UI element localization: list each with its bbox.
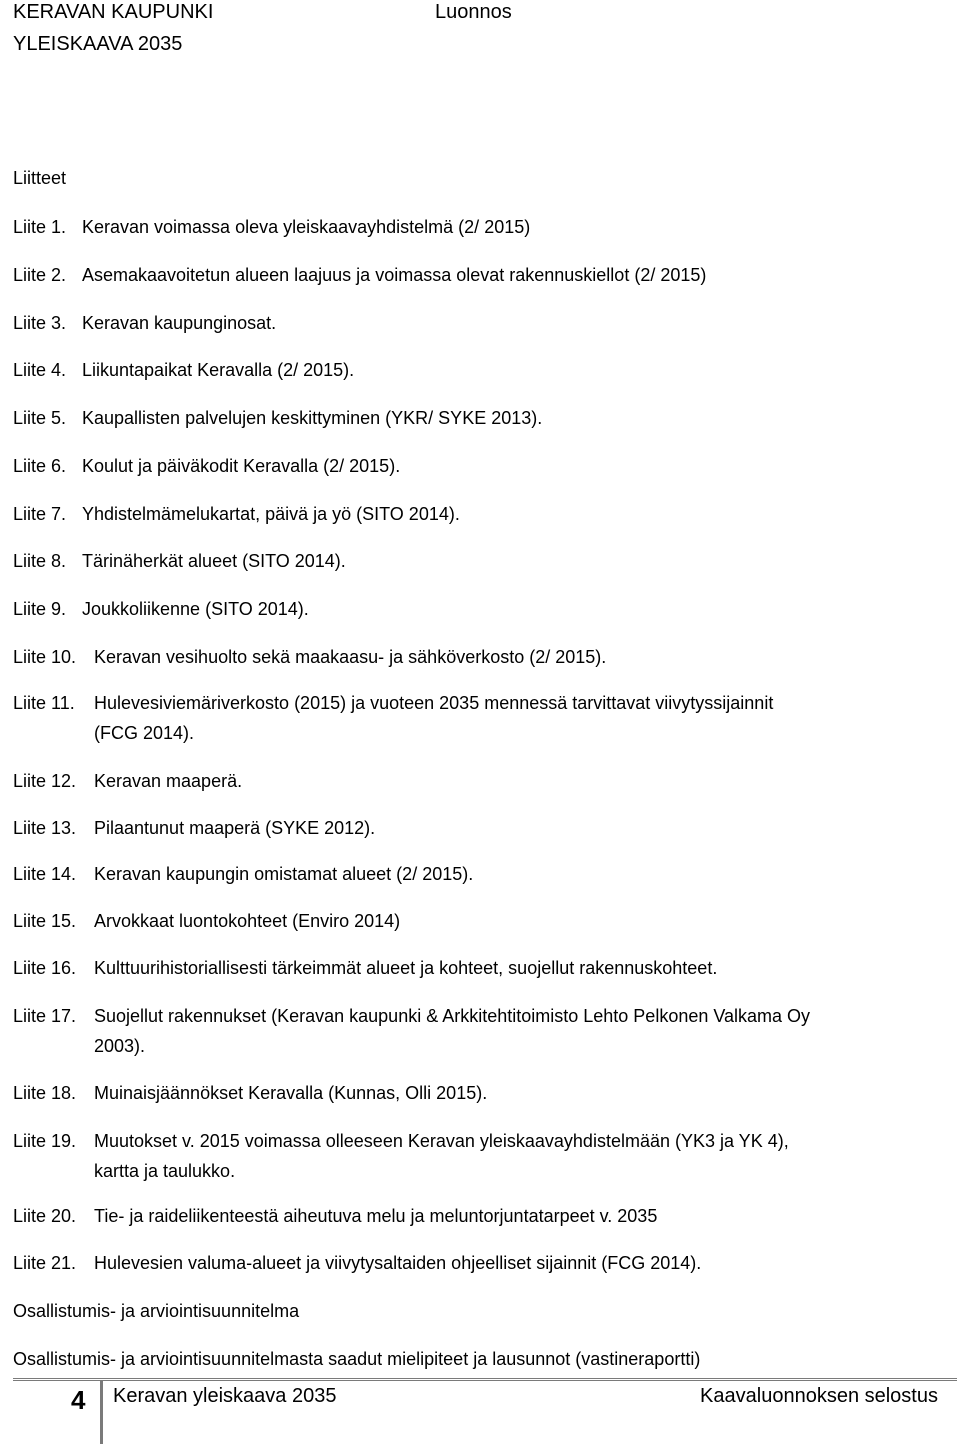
appendix-number: Liite 5. xyxy=(13,408,67,428)
appendix-title: Keravan kaupungin omistamat alueet (2/ 2015). xyxy=(94,864,474,884)
appendix-number: Liite 1. xyxy=(13,217,67,237)
header-org-name: KERAVAN KAUPUNKI xyxy=(13,1,214,23)
header-org xyxy=(13,0,213,60)
appendix-title-continued: (FCG 2014). xyxy=(94,723,195,743)
appendix-title: Muinaisjäännökset Keravalla (Kunnas, Olli 2015). xyxy=(94,1083,488,1103)
appendix-number: Liite 16. xyxy=(13,958,77,978)
appendix-title: Muutokset v. 2015 voimassa olleeseen Keravan yleiskaavayhdistelmään (YK3 ja YK 4), xyxy=(94,1131,789,1151)
participation-plan: Osallistumis- ja arviointisuunnitelma xyxy=(13,1301,300,1321)
appendix-number: Liite 2. xyxy=(13,265,67,285)
appendix-title: Keravan maaperä. xyxy=(94,771,243,791)
appendix-number: Liite 11. xyxy=(13,693,75,713)
appendix-title: Pilaantunut maaperä (SYKE 2012). xyxy=(94,818,376,838)
appendix-number: Liite 13. xyxy=(13,818,77,838)
appendix-number: Liite 15. xyxy=(13,911,77,931)
appendix-title: Kulttuurihistoriallisesti tärkeimmät alueet ja kohteet, suojellut rakennuskohteet. xyxy=(94,958,718,978)
appendix-title: Kaupallisten palvelujen keskittyminen (YKR/ SYKE 2013). xyxy=(82,408,543,428)
appendix-title-continued: kartta ja taulukko. xyxy=(94,1161,236,1181)
footer-vertical-divider xyxy=(100,1380,103,1444)
appendix-title: Keravan kaupunginosat. xyxy=(82,313,277,333)
appendix-title: Joukkoliikenne (SITO 2014). xyxy=(82,599,309,619)
appendix-title: Hulevesien valuma-alueet ja viivytysaltaiden ohjeelliset sijainnit (FCG 2014). xyxy=(94,1253,702,1273)
appendix-number: Liite 8. xyxy=(13,551,67,571)
appendix-number: Liite 12. xyxy=(13,771,77,791)
appendix-title: Suojellut rakennukset (Keravan kaupunki & Arkkitehtitoimisto Lehto Pelkonen Valkama Oy xyxy=(94,1006,811,1026)
appendix-title: Tärinäherkät alueet (SITO 2014). xyxy=(82,551,346,571)
appendix-number: Liite 10. xyxy=(13,647,77,667)
appendix-number: Liite 4. xyxy=(13,360,67,380)
appendix-number: Liite 3. xyxy=(13,313,67,333)
appendix-title: Yhdistelmämelukartat, päivä ja yö (SITO 2014). xyxy=(82,504,460,524)
appendix-number: Liite 19. xyxy=(13,1131,77,1151)
appendix-number: Liite 9. xyxy=(13,599,67,619)
appendix-number: Liite 18. xyxy=(13,1083,77,1103)
appendix-title: Hulevesiviemäriverkosto (2015) ja vuoteen 2035 mennessä tarvittavat viivytyssijainnit xyxy=(94,693,774,713)
appendix-title-continued: 2003). xyxy=(94,1036,146,1056)
appendix-number: Liite 7. xyxy=(13,504,67,524)
appendix-title: Koulut ja päiväkodit Keravalla (2/ 2015). xyxy=(82,456,401,476)
page-number: 4 xyxy=(71,1385,86,1415)
appendix-number: Liite 14. xyxy=(13,864,77,884)
footer-document-title: Keravan yleiskaava 2035 xyxy=(113,1385,337,1407)
appendix-title: Arvokkaat luontokohteet (Enviro 2014) xyxy=(94,911,401,931)
appendix-number: Liite 21. xyxy=(13,1253,77,1273)
footer-section-title: Kaavaluonnoksen selostus xyxy=(700,1385,938,1407)
appendix-title: Liikuntapaikat Keravalla (2/ 2015). xyxy=(82,360,355,380)
appendix-number: Liite 6. xyxy=(13,456,67,476)
appendix-title: Asemakaavoitetun alueen laajuus ja voimassa olevat rakennuskiellot (2/ 2015) xyxy=(82,265,707,285)
appendix-title: Tie- ja raideliikenteestä aiheutuva melu ja meluntorjuntatarpeet v. 2035 xyxy=(94,1206,658,1226)
appendix-number: Liite 20. xyxy=(13,1206,77,1226)
appendix-title: Keravan vesihuolto sekä maakaasu- ja sähköverkosto (2/ 2015). xyxy=(94,647,607,667)
header-plan-name: YLEISKAAVA 2035 xyxy=(13,33,183,55)
header-status: Luonnos xyxy=(435,1,512,23)
appendix-number: Liite 17. xyxy=(13,1006,77,1026)
participation-feedback: Osallistumis- ja arviointisuunnitelmasta saadut mielipiteet ja lausunnot (vastineraportti) xyxy=(13,1349,701,1369)
section-title: Liitteet xyxy=(13,168,67,188)
appendix-title: Keravan voimassa oleva yleiskaavayhdistelmä (2/ 2015) xyxy=(82,217,531,237)
